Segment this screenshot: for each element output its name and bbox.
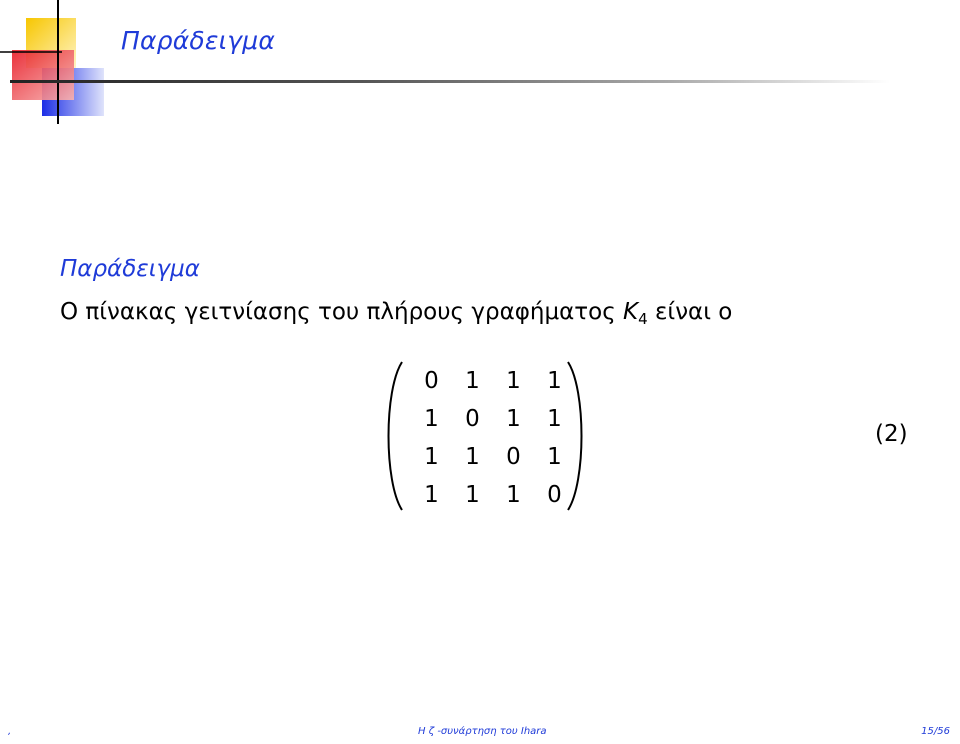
equation-number: (2) <box>875 421 908 447</box>
footer-page-number: 15/56 <box>921 726 950 737</box>
matrix-cell: 0 <box>547 482 562 508</box>
text-after-math: είναι ο <box>647 299 733 325</box>
footer-center-title: Η ζ -συνάρτηση του Ihara <box>418 726 547 737</box>
text-before-math: Ο πίνακας γειτνίασης του πλήρους γραφήματος <box>60 299 624 325</box>
example-block-title: Παράδειγμα <box>60 256 200 282</box>
footer-left: , <box>8 726 12 737</box>
matrix-cell: 0 <box>424 368 439 394</box>
math-subscript: 4 <box>638 310 648 328</box>
example-block-text <box>60 299 732 328</box>
matrix-cell: 1 <box>506 368 521 394</box>
math-symbol-k: K <box>623 299 639 325</box>
matrix-grid <box>411 362 575 514</box>
footer <box>0 726 960 740</box>
matrix-cell: 1 <box>547 368 562 394</box>
adjacency-matrix <box>380 360 590 512</box>
matrix-cell: 1 <box>547 406 562 432</box>
matrix-cell: 1 <box>506 406 521 432</box>
matrix-cell: 1 <box>465 368 480 394</box>
matrix-cell: 1 <box>465 482 480 508</box>
matrix-cell: 1 <box>465 444 480 470</box>
matrix-cell: 1 <box>424 482 439 508</box>
matrix-cell: 0 <box>506 444 521 470</box>
matrix-cell: 0 <box>465 406 480 432</box>
matrix-cell: 1 <box>547 444 562 470</box>
matrix-cell: 1 <box>424 406 439 432</box>
slide-title: Παράδειγμα <box>121 26 276 55</box>
slide-logo-decoration <box>0 0 110 125</box>
matrix-cell: 1 <box>424 444 439 470</box>
matrix-cell: 1 <box>506 482 521 508</box>
title-divider <box>10 80 890 83</box>
